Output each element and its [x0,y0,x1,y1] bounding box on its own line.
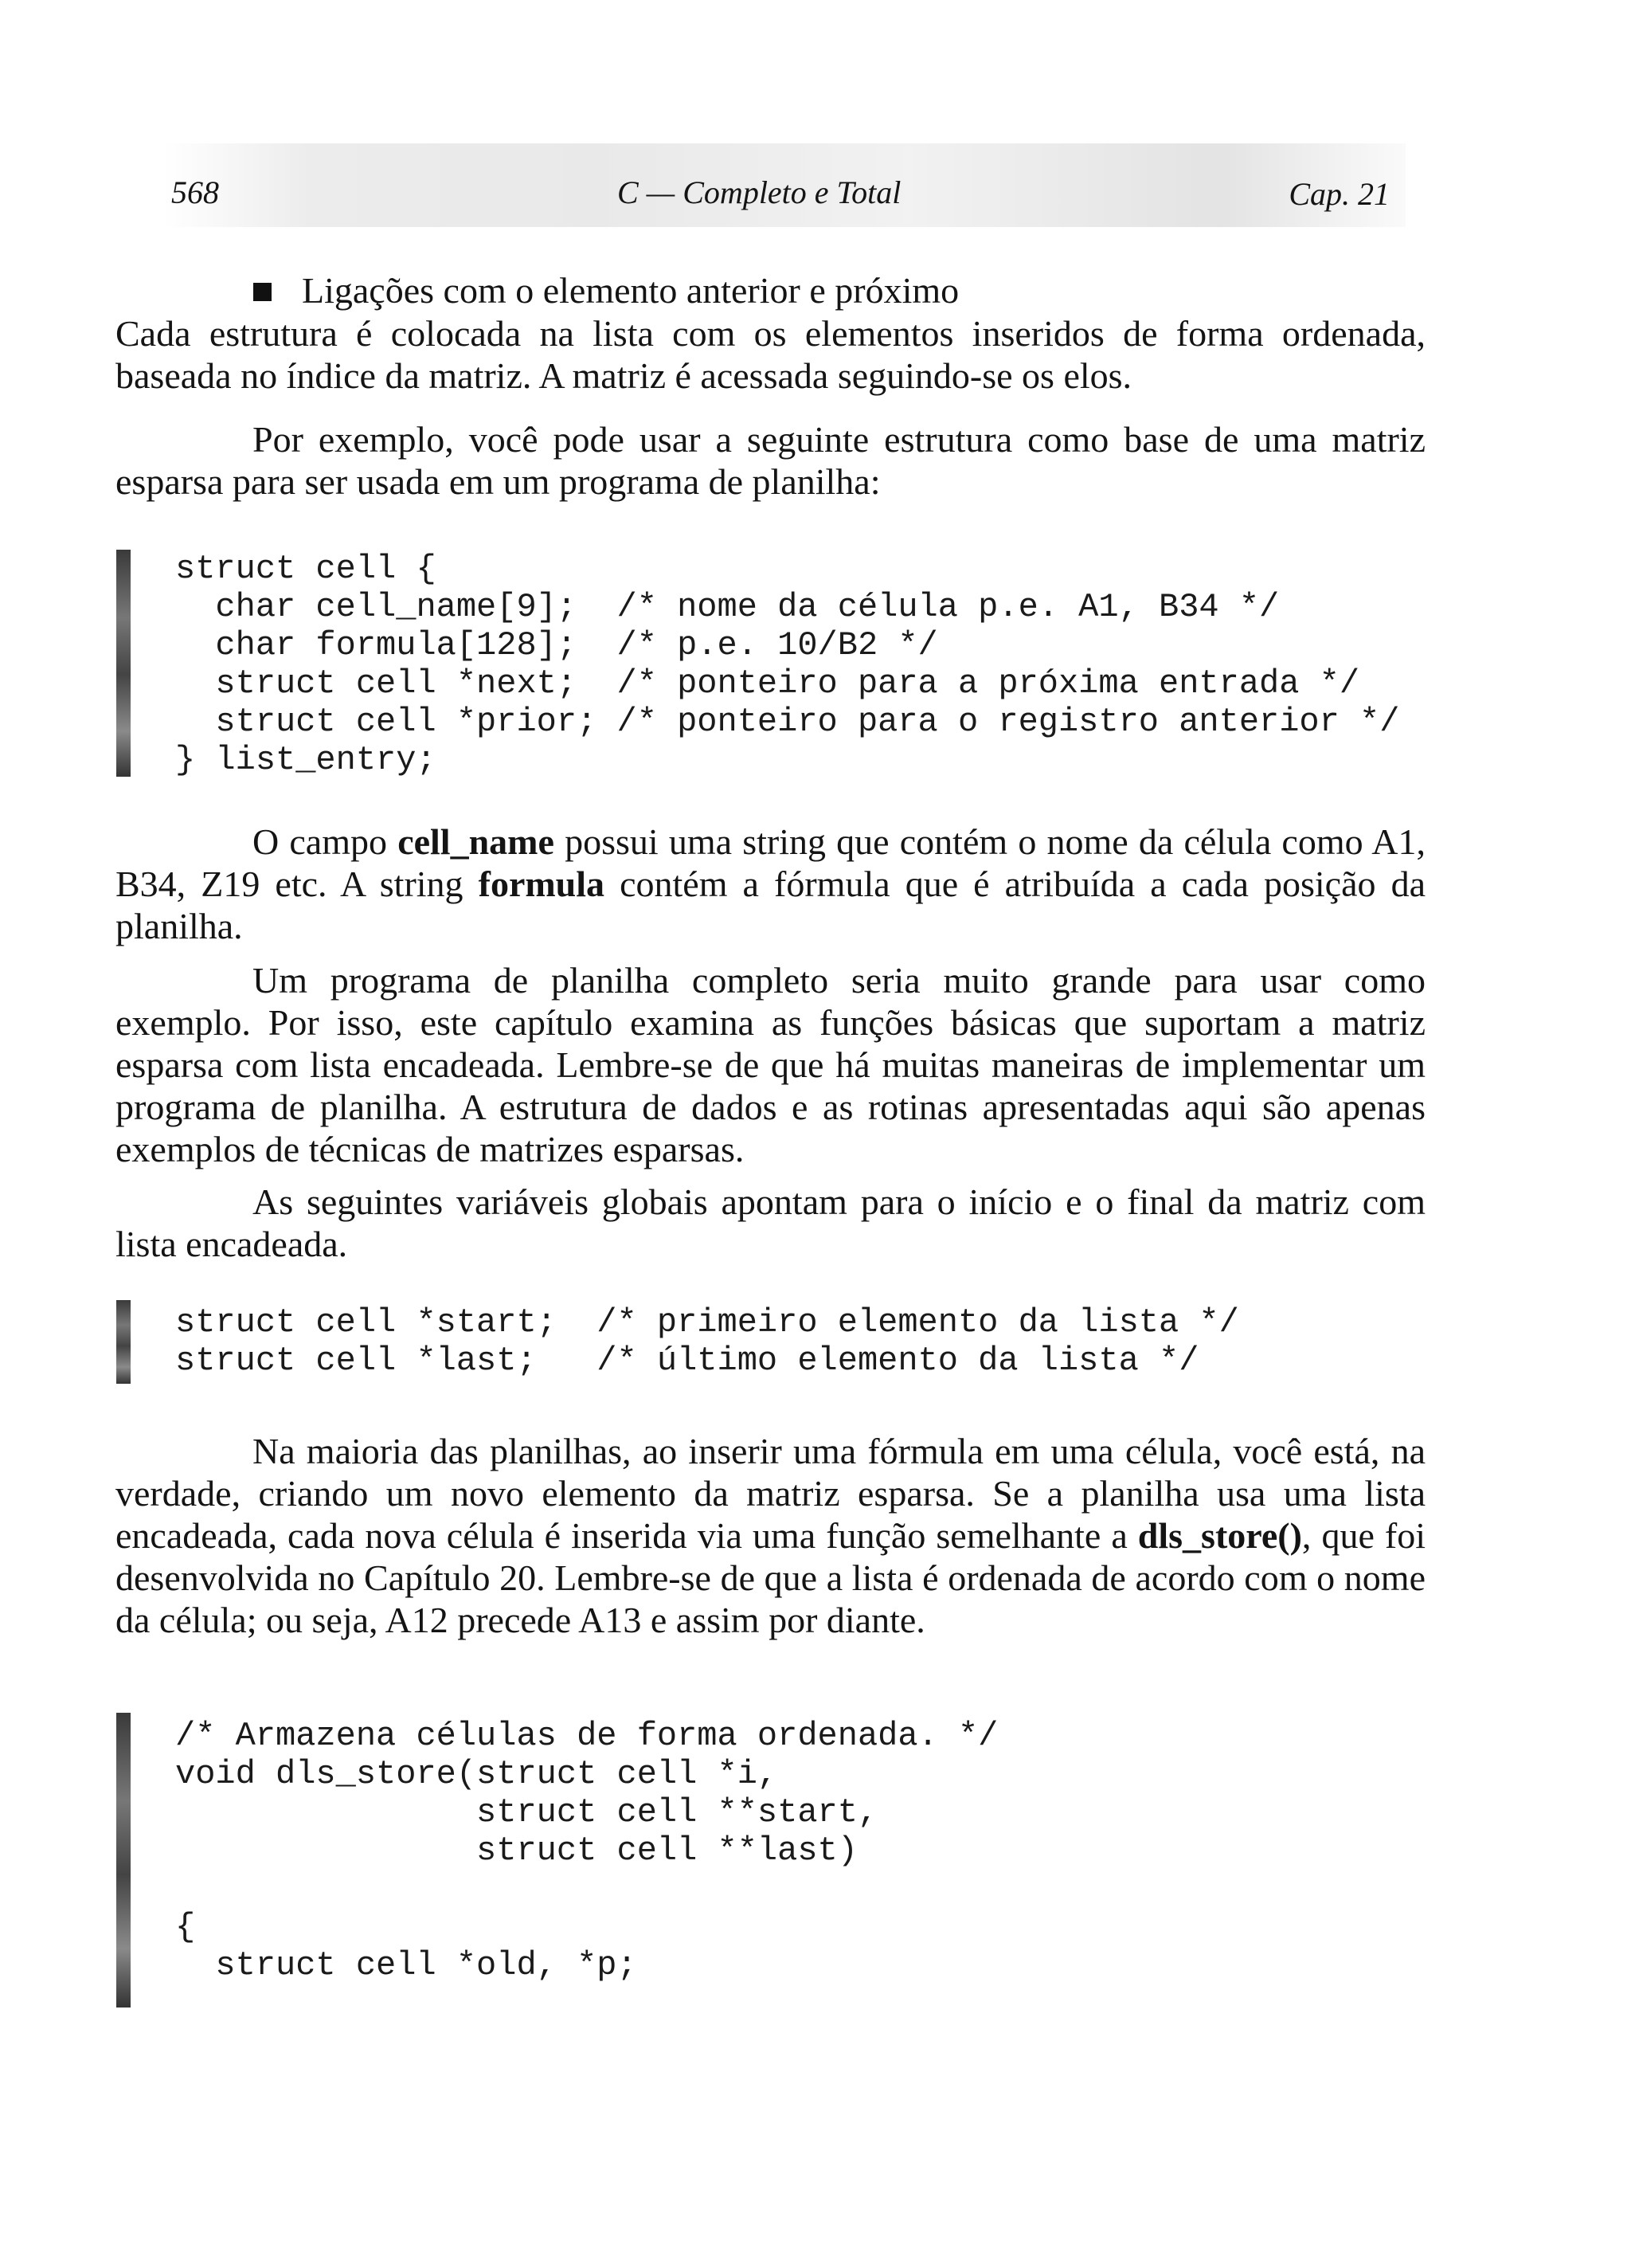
page-number: 568 [171,174,219,210]
p3-text-c: possui uma string que contém o nome da célula como A1, B34, Z19 etc. A string [115,821,1426,904]
chapter-label: Cap. 21 [1289,176,1390,212]
bullet-text: Ligações com o elemento anterior e próximo [302,270,960,311]
bullet-item [253,269,959,311]
paragraph-3 [115,821,1426,947]
square-bullet-icon [253,283,272,301]
code-block-marker [116,1713,131,2008]
p6-text-a: Na maioria das planilhas, ao inserir uma fórmula em uma célula, você está, na verdade, criando um novo elemento da matriz esparsa. Se a planilha usa uma lista encadeada, cada nova célula é inserida via uma função semelhante a [115,1431,1426,1556]
p6-text-c: , que foi desenvolvida no Capítulo 20. Lembre-se de que a lista é ordenada de acordo com o nome da célula; ou seja, A12 precede A13 e assim por diante. [115,1515,1426,1640]
term-dls-store: dls_store() [1137,1515,1302,1556]
paragraph-1: Cada estrutura é colocada na lista com os elementos inseridos de forma ordenada, baseada no índice da matriz. A matriz é acessada seguindo-se os elos. [115,313,1426,396]
running-title: C — Completo e Total [617,174,902,210]
running-header [163,143,1406,227]
code-block-globals: struct cell *start; /* primeiro elemento da lista */ struct cell *last; /* último elemento da lista */ [175,1303,1239,1380]
term-cell-name: cell_name [397,821,554,862]
paragraph-2: Por exemplo, você pode usar a seguinte estrutura como base de uma matriz esparsa para ser usada em um programa de planilha: [115,419,1426,502]
code-block-dls-store: /* Armazena células de forma ordenada. */ void dls_store(struct cell *i, struct cell **start, struct cell **last) { struct cell *old, *p; [175,1717,999,1984]
p3-text-d: contém a fórmula que é atribuída a cada posição da planilha. [115,864,1426,946]
term-formula: formula [478,864,605,904]
code-block-marker [116,1300,131,1384]
p3-text-a: O campo [252,821,398,862]
code-block-struct: struct cell { char cell_name[9]; /* nome da célula p.e. A1, B34 */ char formula[128]; /* p.e. 10/B2 */ struct cell *next; /* ponteiro para a próxima entrada */ struct cell *prior; /* ponteiro para o registro anterior */ } list_entry; [175,550,1400,779]
paragraph-4: Um programa de planilha completo seria muito grande para usar como exemplo. Por isso, este capítulo examina as funções básicas que suportam a matriz esparsa com lista encadeada. Lembre-se de que há muitas maneiras de implementar um programa de planilha. A estrutura de dados e as rotinas apresentadas aqui são apenas exemplos de técnicas de matrizes esparsas. [115,960,1426,1169]
paragraph-6 [115,1430,1426,1641]
code-block-marker [116,550,131,777]
paragraph-5: As seguintes variáveis globais apontam para o início e o final da matriz com lista encadeada. [115,1181,1426,1264]
